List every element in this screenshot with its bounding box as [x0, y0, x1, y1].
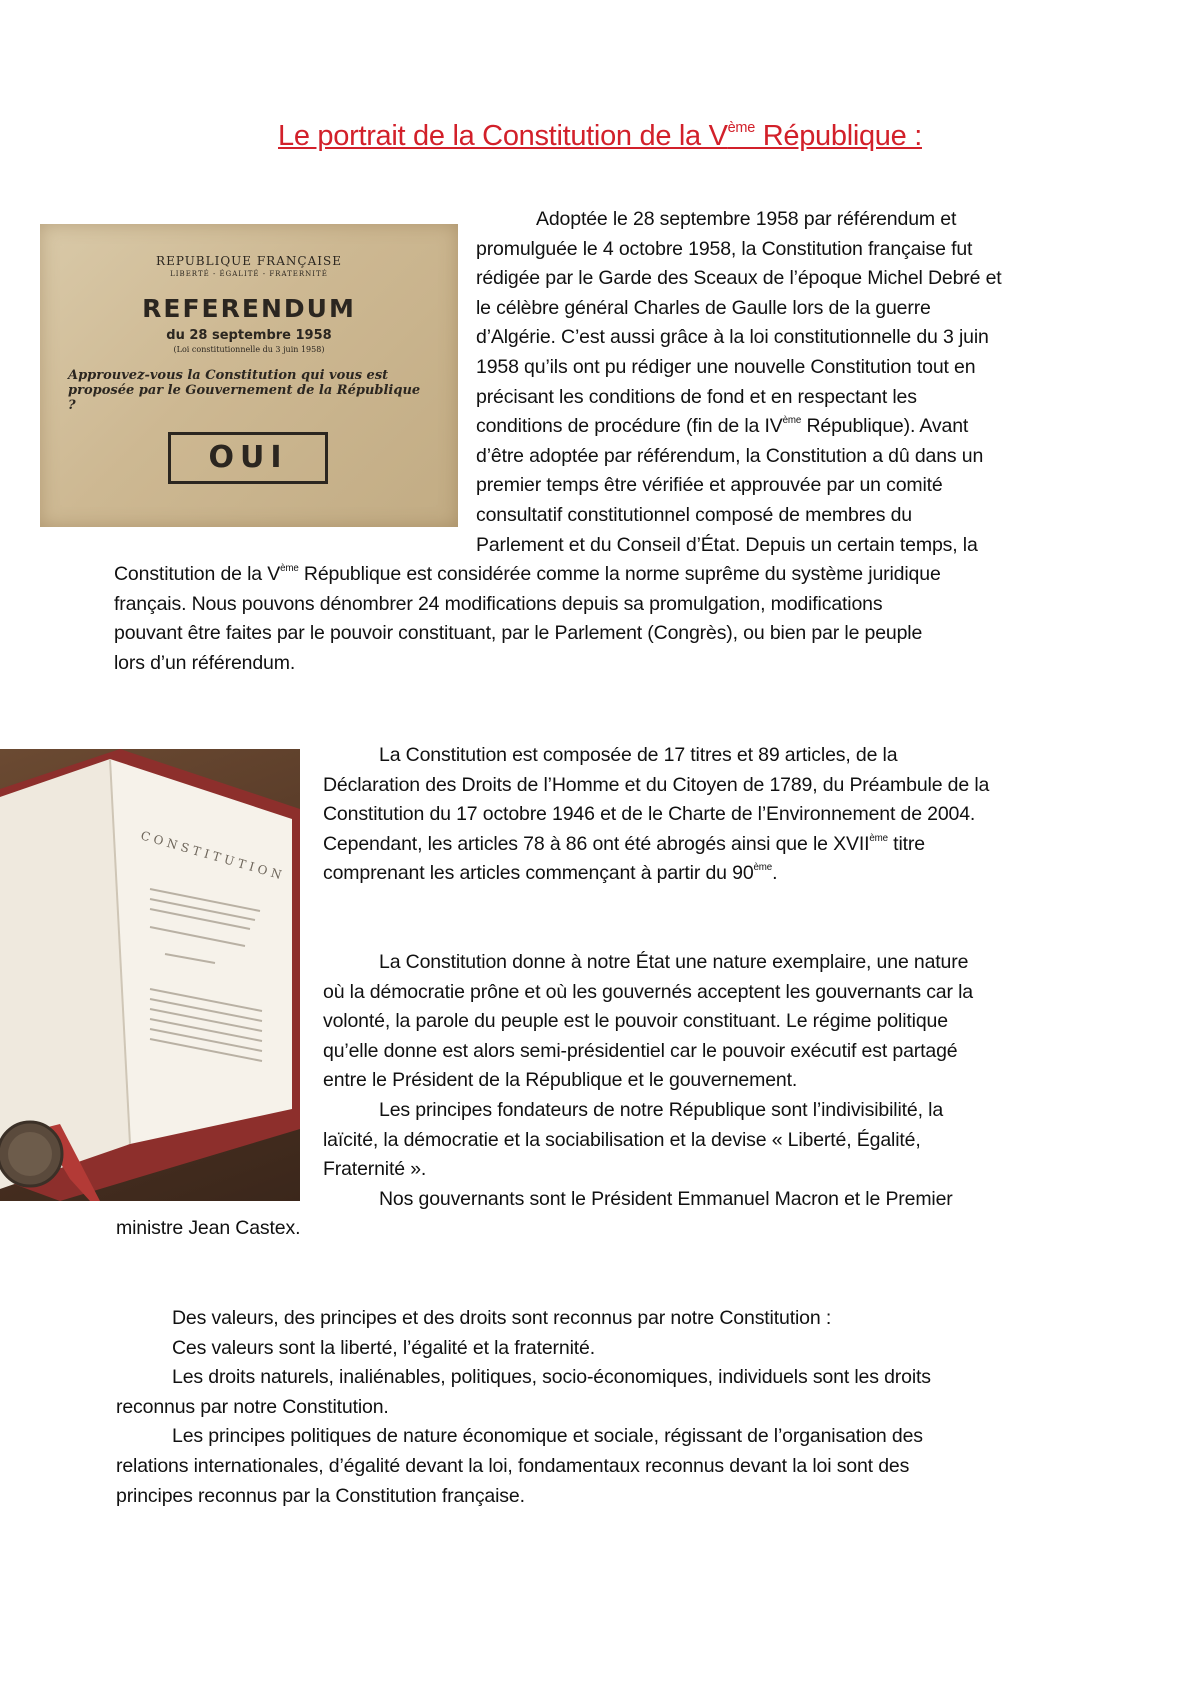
p1-line: pouvant être faites par le pouvoir constituant, par le Parlement (Congrès), ou bien par le peuple: [114, 622, 923, 645]
ballot-motto: LIBERTÉ - ÉGALITÉ - FRATERNITÉ: [170, 270, 328, 278]
p1-line: [114, 560, 1114, 590]
ballot-date: du 28 septembre 1958: [166, 328, 332, 343]
p3-line: où la démocratie prône et où les gouvernés acceptent les gouvernants car la: [323, 980, 973, 1003]
p3-line: laïcité, la démocratie et la sociabilisation et la devise « Liberté, Égalité,: [323, 1128, 921, 1151]
p4-line: Ces valeurs sont la liberté, l’égalité et la fraternité.: [172, 1336, 595, 1359]
p1-line: d’Algérie. C’est aussi grâce à la loi constitutionnelle du 3 juin: [476, 326, 989, 349]
ballot-answer: OUI: [168, 432, 328, 484]
p4-line: principes reconnus par la Constitution française.: [116, 1484, 525, 1507]
p1-line: premier temps être vérifiée et approuvée par un comité: [476, 474, 943, 497]
p1-text: conditions de procédure (fin de la IV: [476, 415, 783, 438]
book-right-page: [110, 759, 292, 1144]
p2-line: La Constitution est composée de 17 titres et 89 articles, de la: [379, 744, 898, 766]
p2-line: Déclaration des Droits de l’Homme et du Citoyen de 1789, du Préambule de la: [323, 773, 990, 796]
p3-line: Les principes fondateurs de notre République sont l’indivisibilité, la: [379, 1098, 944, 1121]
p1-line: lors d’un référendum.: [114, 651, 296, 674]
ballot-republic: REPUBLIQUE FRANÇAISE: [156, 254, 342, 268]
p2-sup: ème: [753, 862, 773, 874]
p3-line: ministre Jean Castex.: [116, 1217, 301, 1240]
p1-line: consultatif constitutionnel composé de membres du: [476, 503, 912, 526]
ballot-heading: REFERENDUM: [142, 294, 356, 323]
p1-sup: ème: [782, 415, 802, 427]
p3-line: volonté, la parole du peuple est le pouvoir constituant. Le régime politique: [323, 1010, 948, 1033]
title-prefix: Le portrait de la Constitution de la V: [278, 120, 728, 152]
p1-line: d’être adoptée par référendum, la Constitution a dû dans un: [476, 444, 984, 467]
paragraph-adoption: [114, 205, 1114, 679]
ballot-question: Approuvez-vous la Constitution qui vous est proposée par le Gouvernement de la République ?: [68, 368, 421, 413]
p4-line: relations internationales, d’égalité devant la loi, fondamentaux reconnus devant la loi sont des: [116, 1454, 910, 1477]
p3-line: entre le Président de la République et le gouvernement.: [323, 1069, 798, 1092]
p3-line: La Constitution donne à notre État une nature exemplaire, une nature: [379, 951, 969, 973]
p1-line: [114, 412, 1114, 442]
p1-line: Adoptée le 28 septembre 1958 par référendum et: [536, 208, 957, 230]
p4-line: Les droits naturels, inaliénables, politiques, socio-économiques, individuels sont les droits: [172, 1366, 931, 1389]
p3-line: Fraternité ».: [323, 1158, 427, 1181]
p1-line: promulguée le 4 octobre 1958, la Constitution française fut: [476, 237, 973, 260]
title-suffix: République :: [754, 120, 922, 152]
paragraph-composition: [323, 741, 1183, 889]
p1-line: français. Nous pouvons dénombrer 24 modifications depuis sa promulgation, modifications: [114, 592, 883, 615]
wax-seal-inner: [8, 1132, 52, 1176]
p1-text: République). Avant: [801, 415, 969, 438]
p1-text: Constitution de la V: [114, 563, 281, 586]
p2-text: titre: [887, 832, 925, 855]
p2-text: Cependant, les articles 78 à 86 ont été abrogés ainsi que le XVII: [323, 832, 870, 855]
title-sup: ème: [727, 119, 755, 136]
p1-sup: ème: [280, 563, 299, 575]
p1-line: précisant les conditions de fond et en respectant les: [476, 385, 917, 408]
p2-text: .: [772, 862, 778, 885]
page-title: [0, 120, 1200, 153]
p2-line: [323, 830, 1183, 860]
p1-text: République est considérée comme la norme suprême du système juridique: [298, 563, 941, 586]
paragraph-values: [116, 1304, 1116, 1511]
constitution-book-image: [0, 749, 300, 1201]
ballot-law: (Loi constitutionnelle du 3 juin 1958): [173, 345, 325, 354]
p1-line: rédigée par le Garde des Sceaux de l’époque Michel Debré et: [476, 267, 1002, 290]
p3-line: Nos gouvernants sont le Président Emmanuel Macron et le Premier: [379, 1187, 953, 1210]
book-illustration: [0, 749, 300, 1201]
book-page-title: CONSTITUTION: [139, 828, 287, 884]
p3-line: qu’elle donne est alors semi-présidentiel car le pouvoir exécutif est partagé: [323, 1039, 958, 1062]
p1-line: Parlement et du Conseil d’État. Depuis un certain temps, la: [476, 533, 978, 556]
p1-line: le célèbre général Charles de Gaulle lors de la guerre: [476, 296, 931, 319]
p4-line: reconnus par notre Constitution.: [116, 1395, 389, 1418]
p1-line: 1958 qu’ils ont pu rédiger une nouvelle Constitution tout en: [476, 355, 976, 378]
p2-line: [323, 859, 1183, 889]
p4-line: Les principes politiques de nature économique et sociale, régissant de l’organisation des: [172, 1425, 923, 1448]
p4-line: Des valeurs, des principes et des droits sont reconnus par notre Constitution :: [172, 1307, 832, 1329]
paragraph-nature: [116, 948, 1183, 1244]
p2-sup: ème: [869, 833, 888, 845]
p2-line: Constitution du 17 octobre 1946 et de le Charte de l’Environnement de 2004.: [323, 803, 976, 826]
p2-text: comprenant les articles commençant à partir du 90: [323, 862, 754, 885]
